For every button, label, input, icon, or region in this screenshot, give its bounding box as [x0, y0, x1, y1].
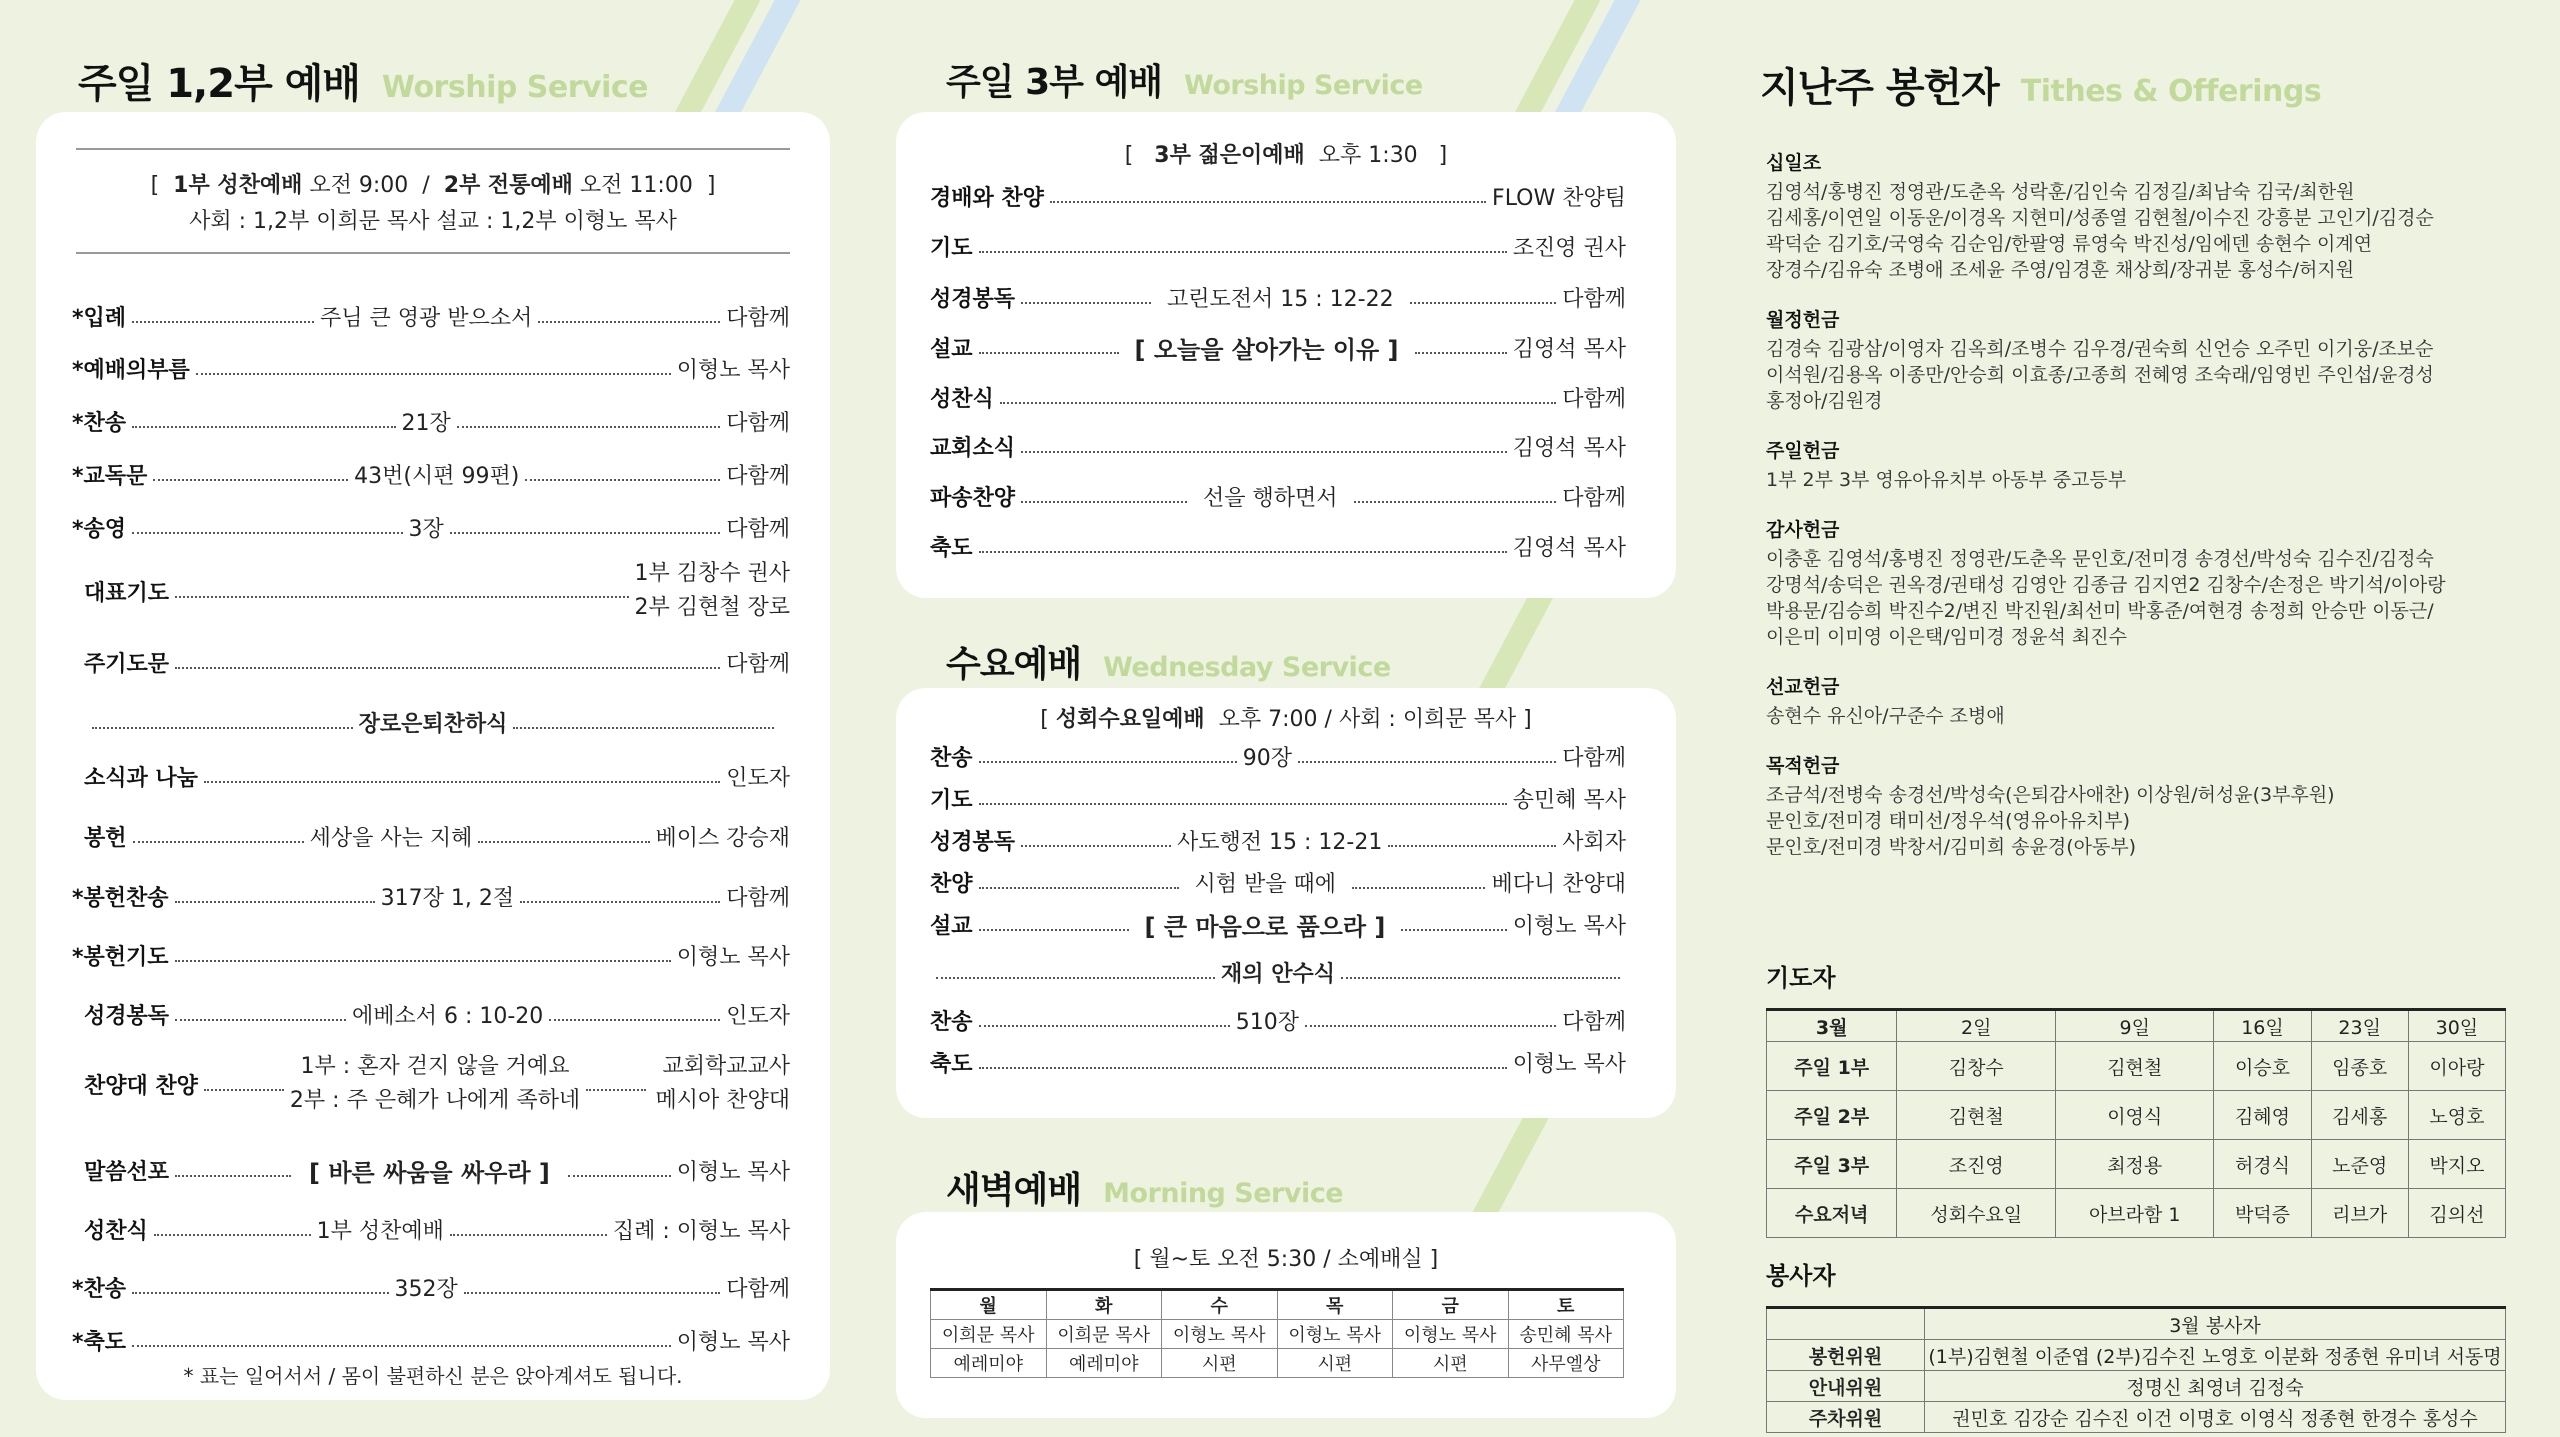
sunday12-title: [78, 52, 648, 109]
prayer-table: 3월 2일 9일 16일 23일 30일 주일 1부 김창수 김현철 이승호 임종호 이아랑 주일 2부 김현철 이영식 김혜영 김세홍 노영호 주일 3부 조진영 최정용 허경식 노준영 박지오 수요저녁 성회수요일 아브라함 1 박덕증 리브가 김의선: [1766, 1008, 2506, 1238]
order-row: 성경봉독 고린도전서 15 : 12-22 다함께: [930, 286, 1626, 312]
offerings-title: [1760, 56, 2321, 113]
order-row: 주기도문 다함께: [84, 651, 790, 677]
order-row: *교독문 43번(시편 99편) 다함께: [72, 463, 790, 489]
order-row: 대표기도 1부 김창수 권사 2부 김현철 장로: [84, 561, 790, 620]
wednesday-header: [ 성회수요일예배 오후 7:00 / 사회 : 이희문 목사 ]: [1040, 707, 1532, 732]
title-en: Morning Service: [1103, 1178, 1344, 1209]
title-en: Worship Service: [1184, 70, 1423, 101]
order-row: 설교 [ 큰 마음으로 품으라 ] 이형노 목사: [930, 912, 1626, 941]
title-ko: 새벽예배: [946, 1170, 1082, 1211]
offering-group: 주일헌금 1부 2부 3부 영유아유치부 아동부 중고등부: [1766, 440, 2127, 491]
dawn-title: [946, 1162, 1343, 1213]
order-row: 성찬식 1부 성찬예배 집례 : 이형노 목사: [84, 1218, 790, 1244]
order-row: *예배의부름 이형노 목사: [72, 357, 790, 383]
order-row: *봉헌찬송 317장 1, 2절 다함께: [72, 885, 791, 911]
order-row: *축도 이형노 목사: [72, 1329, 790, 1355]
order-row: 말씀선포 [ 바른 싸움을 싸우라 ] 이형노 목사: [84, 1158, 790, 1187]
offering-group: 감사헌금 이충훈 김영석/홍병진 정영관/도춘옥 문인호/전미경 송경선/박성숙 김수진/김정숙 강명석/송덕은 권옥경/권태성 김영안 김종금 김지연2 김창수/손정은 박기석/이아랑 박용문/김승희 박진수2/변진 박진원/최선미 박홍준/여현경 송정희 안승만 이동근/ 이은미 이미영 이은택/임미경 정윤석 최진수: [1766, 519, 2446, 648]
order-row: 찬송 510장 다함께: [930, 1009, 1626, 1035]
order-row: 축도 김영석 목사: [930, 535, 1626, 561]
order-row: 기도 조진영 권사: [930, 235, 1626, 261]
order-row: *송영 3장 다함께: [72, 516, 790, 542]
servants-title: 봉사자: [1766, 1262, 1836, 1290]
title-ko: 주일 1,2부 예배: [78, 61, 360, 107]
order-row: 설교 [ 오늘을 살아가는 이유 ] 김영석 목사: [930, 335, 1626, 364]
title-en: Wednesday Service: [1103, 652, 1391, 683]
order-row: 찬양 시험 받을 때에 베다니 찬양대: [930, 871, 1626, 897]
order-row: 파송찬양 선을 행하면서 다함께: [930, 485, 1626, 511]
standing-note: * 표는 일어서서 / 몸이 불편하신 분은 앉아계셔도 됩니다.: [183, 1364, 683, 1388]
sunday12-leaders: 사회 : 1,2부 이희문 목사 설교 : 1,2부 이형노 목사: [189, 209, 677, 234]
offering-group: 월정헌금 김경숙 김광삼/이영자 김옥희/조병수 김우경/권숙희 신언승 오주민 이기웅/조보순 이석원/김용옥 이종만/안승희 이효종/고종희 전혜영 조숙래/임영빈 주인섭/윤경성 홍정아/김원경: [1766, 309, 2434, 412]
order-row: 봉헌 세상을 사는 지혜 베이스 강승재: [84, 825, 791, 851]
sunday3-card: [896, 112, 1676, 598]
dawn-table: 월 화 수 목 금 토 이희문 목사 이희문 목사 이형노 목사 이형노 목사 이형노 목사 송민혜 목사 예레미야 예레미야 시편 시편 시편 사무엘상: [930, 1288, 1624, 1378]
offering-group: 선교헌금 송현수 유신아/구준수 조병애: [1766, 676, 2005, 727]
offering-group: 십일조 김영석/홍병진 정영관/도춘옥 성락훈/김인숙 김정길/최남숙 김국/최한원 김세홍/이연일 이동운/이경옥 지현미/성종열 김현철/이수진 강흥분 고인기/김경순 곽덕순 김기호/국영숙 김순임/한팔영 류영숙 박진성/임에덴 송현수 이계연 장경수/김유숙 조병애 조세윤 주영/임경훈 채상희/장귀분 홍성수/허지원: [1766, 152, 2434, 281]
sunday12-card: [36, 112, 830, 1400]
title-ko: 수요예배: [946, 644, 1082, 685]
order-row: 경배와 찬양 FLOW 찬양팀: [930, 185, 1626, 211]
order-row: 소식과 나눔 인도자: [84, 765, 790, 791]
wednesday-card: [896, 688, 1676, 1118]
title-ko: 지난주 봉헌자: [1760, 65, 1999, 111]
sunday3-header: [ 3부 젊은이예배 오후 1:30 ]: [1124, 143, 1448, 168]
title-ko: 주일 3부 예배: [946, 62, 1162, 103]
order-row: *찬송 21장 다함께: [72, 410, 790, 436]
dawn-card: [896, 1212, 1676, 1418]
dawn-header: [ 월~토 오전 5:30 / 소예배실 ]: [1133, 1247, 1439, 1272]
title-en: Tithes & Offerings: [2020, 74, 2322, 109]
servants-table: 3월 봉사자 봉헌위원 (1부)김현철 이준엽 (2부)김수진 노영호 이분화 정종현 유미녀 서동명 안내위원 정명신 최영녀 김정숙 주차위원 권민호 김강순 김수진 이건 이명호 이영식 정종현 한경수 홍성수: [1766, 1306, 2506, 1433]
order-row: 성경봉독 에베소서 6 : 10-20 인도자: [84, 1003, 791, 1029]
order-row: *입례 주님 큰 영광 받으소서 다함께: [72, 305, 790, 331]
order-row: 장로은퇴찬하식: [72, 704, 790, 740]
order-row: 찬송 90장 다함께: [930, 745, 1626, 771]
offerings-list: [1766, 148, 2526, 860]
order-row: 교회소식 김영석 목사: [930, 435, 1626, 461]
order-row: 찬양대 찬양 1부 : 혼자 걷지 않을 거예요 2부 : 주 은혜가 나에게 족하네 교회학교교사 메시아 찬양대: [84, 1054, 790, 1113]
order-row: 기도 송민혜 목사: [930, 787, 1626, 813]
order-row: 축도 이형노 목사: [930, 1051, 1626, 1077]
order-row: 성찬식 다함께: [930, 386, 1626, 412]
order-row: *찬송 352장 다함께: [72, 1276, 790, 1302]
title-en: Worship Service: [381, 70, 648, 105]
prayer-title: 기도자: [1766, 964, 1836, 992]
sunday12-header: [ 1부 성찬예배 오전 9:00 / 2부 전통예배 오전 11:00 ]: [150, 173, 716, 198]
order-row: 성경봉독 사도행전 15 : 12-21 사회자: [930, 829, 1626, 855]
sunday3-title: [946, 54, 1423, 105]
wednesday-title: [946, 636, 1391, 687]
offering-group: 목적헌금 조금석/전병숙 송경선/박성숙(은퇴감사애찬) 이상원/허성윤(3부후원) 문인호/전미경 태미선/정우석(영유아유치부) 문인호/전미경 박창서/김미희 송윤경(아동부): [1766, 755, 2335, 858]
order-row: *봉헌기도 이형노 목사: [72, 944, 790, 970]
order-row: 재의 안수식: [930, 954, 1626, 990]
